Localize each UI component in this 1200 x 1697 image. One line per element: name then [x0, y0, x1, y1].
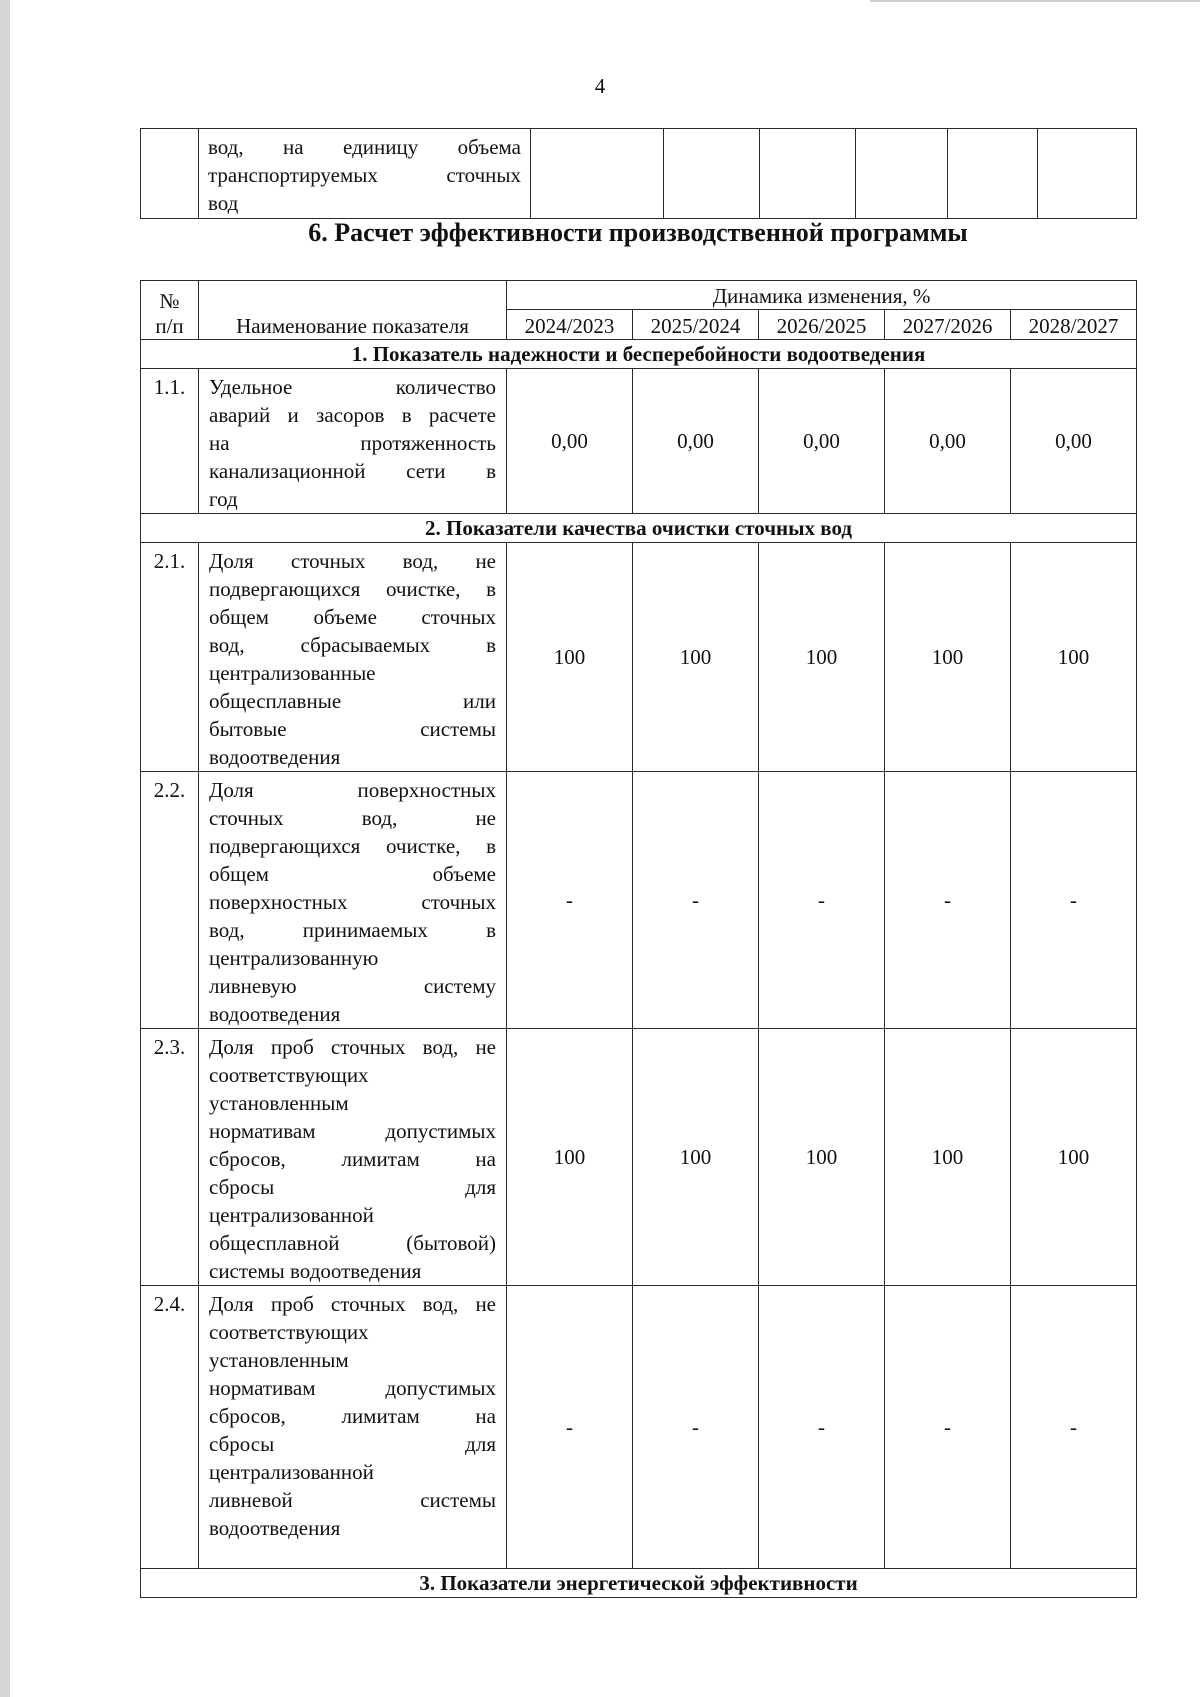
row-name-cell	[199, 1029, 507, 1286]
table-row	[141, 369, 1137, 514]
carryover-value-cell	[531, 129, 664, 219]
row-name-line: водоотведения	[209, 745, 341, 769]
row-value: 100	[885, 543, 1011, 772]
row-value: -	[1011, 772, 1137, 1029]
row-name-line: подвергающихся очистке, в	[209, 834, 496, 858]
scan-edge-top	[870, 0, 1200, 2]
row-name-line: системы водоотведения	[209, 1259, 422, 1283]
row-value: 100	[759, 543, 885, 772]
header-name-cell: Наименование показателя	[199, 281, 507, 340]
row-value: 100	[507, 1029, 633, 1286]
carryover-name-line: вод	[208, 191, 239, 215]
row-name-line: Доля проб сточных вод, не	[209, 1292, 496, 1316]
row-value: -	[885, 772, 1011, 1029]
row-name-line: сбросов, лимитам на	[209, 1404, 496, 1428]
row-name-line: Удельное количество	[209, 375, 496, 399]
table-row	[141, 1029, 1137, 1286]
row-value: 100	[1011, 1029, 1137, 1286]
row-name-line: ливневой системы	[209, 1488, 496, 1512]
row-name-line: Доля поверхностных	[209, 778, 496, 802]
carryover-value-cell	[664, 129, 760, 219]
row-value: 100	[633, 543, 759, 772]
row-name-line: водоотведения	[209, 1002, 341, 1026]
row-name-line: канализационной сети в	[209, 459, 496, 483]
row-name-line: подвергающихся очистке, в	[209, 577, 496, 601]
header-period-cell: 2028/2027	[1011, 310, 1137, 340]
row-value: -	[507, 1286, 633, 1569]
row-number: 2.3.	[141, 1029, 199, 1286]
row-name-line: водоотведения	[209, 1516, 341, 1540]
row-value: -	[1011, 1286, 1137, 1569]
row-name-line: общем объеме сточных	[209, 605, 496, 629]
row-name-cell	[199, 772, 507, 1029]
header-period-cell: 2027/2026	[885, 310, 1011, 340]
row-name-cell	[199, 369, 507, 514]
row-name-line: Доля проб сточных вод, не	[209, 1035, 496, 1059]
row-name-line: нормативам допустимых	[209, 1119, 496, 1143]
row-name-cell	[199, 1286, 507, 1569]
row-name-line: год	[209, 487, 238, 511]
row-value: 0,00	[1011, 369, 1137, 514]
table-row	[141, 1286, 1137, 1569]
row-name-line: сбросы для	[209, 1175, 496, 1199]
row-value: 100	[1011, 543, 1137, 772]
row-number: 2.4.	[141, 1286, 199, 1569]
row-name-line: ливневую систему	[209, 974, 496, 998]
carryover-value-cell	[760, 129, 856, 219]
header-number-cell	[141, 281, 199, 340]
row-name-line: аварий и засоров в расчете	[209, 403, 496, 427]
row-name-line: сбросы для	[209, 1432, 496, 1456]
row-value: 0,00	[759, 369, 885, 514]
row-name-line: вод, принимаемых в	[209, 918, 496, 942]
page-number: 4	[594, 74, 606, 98]
header-period-cell: 2025/2024	[633, 310, 759, 340]
row-name-line: установленным	[209, 1091, 349, 1115]
row-value: 100	[885, 1029, 1011, 1286]
row-name-line: вод, сбрасываемых в	[209, 633, 496, 657]
header-period-cell: 2024/2023	[507, 310, 633, 340]
row-value: 100	[759, 1029, 885, 1286]
header-period-cell: 2026/2025	[759, 310, 885, 340]
table-row	[141, 772, 1137, 1029]
row-name-line: общесплавной (бытовой)	[209, 1231, 496, 1255]
scan-edge-left	[0, 0, 10, 1697]
row-value: 0,00	[633, 369, 759, 514]
group-title: 1. Показатель надежности и бесперебойности водоотведения	[141, 340, 1137, 369]
group-row	[141, 1569, 1137, 1598]
row-value: -	[633, 772, 759, 1029]
row-name-cell	[199, 543, 507, 772]
carryover-name-cell	[199, 129, 531, 219]
row-value: 100	[507, 543, 633, 772]
row-value: 0,00	[507, 369, 633, 514]
group-row	[141, 340, 1137, 369]
row-value: 0,00	[885, 369, 1011, 514]
row-name-line: централизованные	[209, 661, 376, 685]
row-name-line: централизованной	[209, 1460, 374, 1484]
row-value: -	[759, 772, 885, 1029]
row-name-line: на протяженность	[209, 431, 496, 455]
group-title: 2. Показатели качества очистки сточных вод	[141, 514, 1137, 543]
row-name-line: общем объеме	[209, 862, 496, 886]
efficiency-table	[140, 280, 1137, 1598]
row-name-line: соответствующих	[209, 1063, 369, 1087]
row-value: -	[507, 772, 633, 1029]
row-value: 100	[633, 1029, 759, 1286]
row-name-line: общесплавные или	[209, 689, 496, 713]
table-row	[141, 543, 1137, 772]
header-number-line: п/п	[155, 314, 184, 338]
carryover-row	[141, 129, 1137, 219]
row-name-line: централизованную	[209, 946, 379, 970]
header-dynamics-cell: Динамика изменения, %	[507, 281, 1137, 310]
carryover-name-line: транспортируемых сточных	[208, 163, 521, 187]
carryover-value-cell	[856, 129, 948, 219]
row-name-line: нормативам допустимых	[209, 1376, 496, 1400]
carryover-number-cell	[141, 129, 199, 219]
carryover-table	[140, 128, 1137, 219]
carryover-name-line: вод, на единицу объема	[208, 135, 521, 159]
row-name-line: соответствующих	[209, 1320, 369, 1344]
row-value: -	[885, 1286, 1011, 1569]
table-header-row	[141, 281, 1137, 310]
header-number-line: №	[159, 289, 180, 313]
carryover-value-cell	[1038, 129, 1137, 219]
row-name-line: сбросов, лимитам на	[209, 1147, 496, 1171]
row-number: 2.2.	[141, 772, 199, 1029]
group-title: 3. Показатели энергетической эффективности	[141, 1569, 1137, 1598]
row-name-line: сточных вод, не	[209, 806, 496, 830]
row-name-line: централизованной	[209, 1203, 374, 1227]
carryover-value-cell	[948, 129, 1038, 219]
row-name-line: бытовые системы	[209, 717, 496, 741]
row-name-line: поверхностных сточных	[209, 890, 496, 914]
row-name-line: установленным	[209, 1348, 349, 1372]
section-title: 6. Расчет эффективности производственной программы	[308, 218, 968, 247]
group-row	[141, 514, 1137, 543]
row-value: -	[759, 1286, 885, 1569]
row-name-line: Доля сточных вод, не	[209, 549, 496, 573]
row-number: 1.1.	[141, 369, 199, 514]
row-value: -	[633, 1286, 759, 1569]
row-number: 2.1.	[141, 543, 199, 772]
